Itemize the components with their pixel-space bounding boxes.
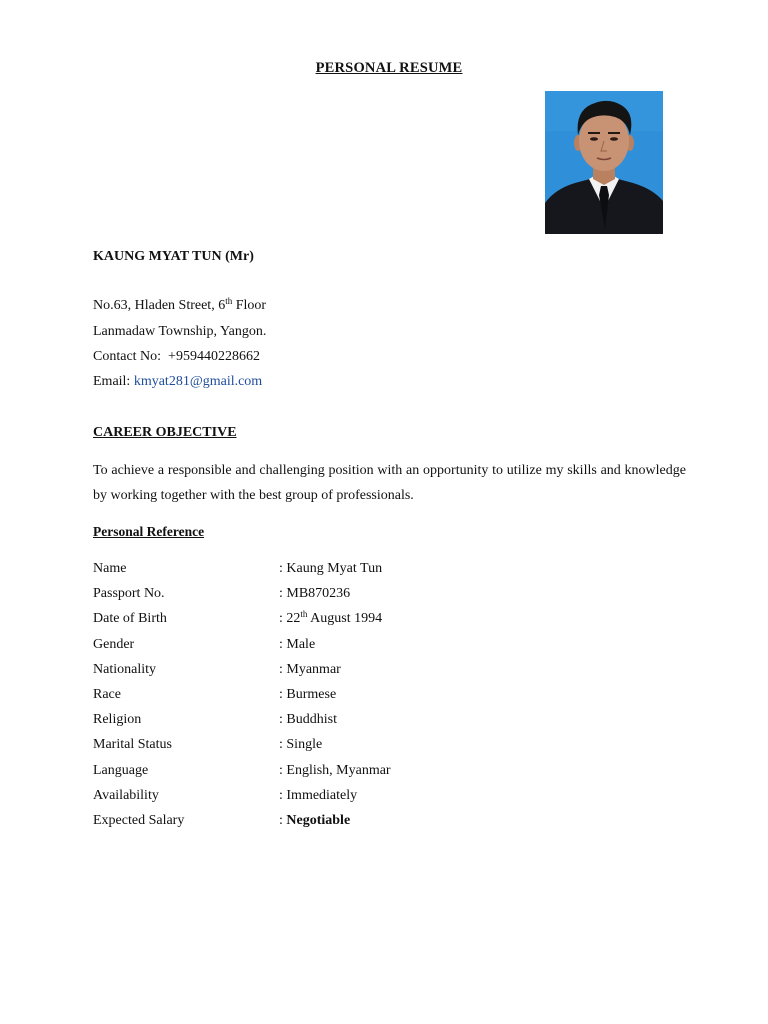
table-row xyxy=(93,710,593,735)
reference-value-text: Burmese xyxy=(286,686,337,702)
reference-label: Passport No. xyxy=(93,586,165,602)
reference-label: Race xyxy=(93,686,121,702)
email-link[interactable]: kmyat281@gmail.com xyxy=(133,374,263,389)
reference-label: Gender xyxy=(93,636,135,652)
career-objective-text: To achieve a responsible and challenging position with an opportunity to utilize my skills and knowledge by working together with the best group of professionals. xyxy=(93,463,686,503)
address-line-1-floor: Floor xyxy=(232,298,267,313)
reference-label: Marital Status xyxy=(93,737,172,753)
personal-reference-heading: Personal Reference xyxy=(93,524,205,539)
reference-label: Name xyxy=(93,561,127,576)
reference-separator: : xyxy=(279,586,283,602)
reference-separator: : xyxy=(279,561,283,576)
personal-reference-table xyxy=(93,559,593,836)
reference-value-text: Buddhist xyxy=(286,712,337,728)
reference-separator: : xyxy=(279,712,283,728)
reference-value xyxy=(279,687,336,703)
reference-label: Nationality xyxy=(93,661,156,677)
reference-value-text: MB870236 xyxy=(286,586,351,602)
table-row xyxy=(93,685,593,710)
reference-label: Language xyxy=(93,762,149,778)
reference-value xyxy=(279,637,315,653)
reference-separator: : xyxy=(279,812,283,828)
reference-separator: : xyxy=(279,686,283,702)
table-row xyxy=(93,735,593,760)
reference-value-text: Single xyxy=(286,737,323,753)
table-row xyxy=(93,584,593,609)
reference-separator: : xyxy=(279,787,283,803)
reference-value-text: Immediately xyxy=(286,787,358,803)
reference-value-text: Kaung Myat Tun xyxy=(286,561,383,576)
reference-separator: : xyxy=(279,661,283,677)
career-objective-heading: CAREER OBJECTIVE xyxy=(93,425,237,440)
contact-value: +959440228662 xyxy=(168,349,260,364)
reference-label: Date of Birth xyxy=(93,611,167,627)
page-title: PERSONAL RESUME xyxy=(315,60,463,76)
address-line-1-text: No.63, Hladen Street, 6 xyxy=(93,298,226,313)
reference-separator: : xyxy=(279,762,283,778)
reference-value xyxy=(279,561,382,577)
reference-value-text: Negotiable xyxy=(286,812,351,828)
reference-separator: : xyxy=(279,737,283,753)
reference-ordinal-suffix: th xyxy=(300,609,308,620)
reference-value xyxy=(279,611,382,627)
reference-value xyxy=(279,737,322,753)
reference-value xyxy=(279,712,337,728)
portrait-photo-icon xyxy=(545,91,663,234)
reference-separator: : xyxy=(279,611,283,627)
reference-value-text: Myanmar xyxy=(286,661,341,677)
email-line xyxy=(93,374,262,390)
reference-value-text: August 1994 xyxy=(307,611,383,627)
table-row xyxy=(93,761,593,786)
table-row xyxy=(93,559,593,584)
table-row xyxy=(93,660,593,685)
reference-value-text: Male xyxy=(286,636,316,652)
table-row xyxy=(93,635,593,660)
candidate-name-heading: KAUNG MYAT TUN (Mr) xyxy=(93,249,254,264)
contact-line xyxy=(93,349,260,365)
reference-value xyxy=(279,662,341,678)
address-line-2: Lanmadaw Township, Yangon. xyxy=(93,324,267,339)
address-line-1 xyxy=(93,298,266,314)
reference-label: Availability xyxy=(93,787,159,803)
reference-value xyxy=(279,788,357,804)
reference-separator: : xyxy=(279,636,283,652)
reference-value-text: English, Myanmar xyxy=(286,762,391,778)
portrait-photo xyxy=(545,91,663,234)
address-ordinal-suffix: th xyxy=(225,296,233,306)
table-row xyxy=(93,609,593,634)
reference-value xyxy=(279,813,350,829)
reference-value-text: 22 xyxy=(286,611,301,627)
reference-label: Religion xyxy=(93,712,142,728)
table-row xyxy=(93,811,593,836)
contact-label: Contact No: xyxy=(93,349,162,364)
reference-value xyxy=(279,586,350,602)
email-label: Email: xyxy=(93,374,131,389)
table-row xyxy=(93,786,593,811)
reference-label: Expected Salary xyxy=(93,812,185,828)
reference-value xyxy=(279,763,391,779)
